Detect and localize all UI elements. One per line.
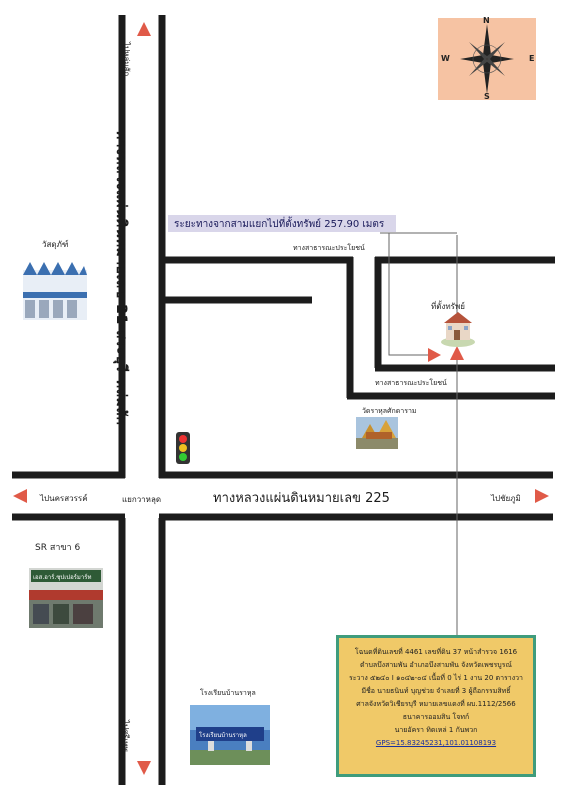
info-line-3: ระวาง ๕๒๔๐ I ๑๐๔๒-๐๔ เนื้อที่ 0 ไร่ 1 งาน 20 ตารางวา	[349, 674, 523, 682]
east-direction-label: ไปชัยภูมิ	[491, 494, 521, 503]
highway-21-label: ทางหลวงแผ่นดินหมายเลข 21 สระบุรี-หล่มสัก	[113, 130, 129, 426]
west-arrow	[13, 489, 27, 503]
school-label: โรงเรียนบ้านราหุล	[200, 689, 256, 697]
sr-branch-label: SR สาขา 6	[35, 543, 81, 553]
east-arrow	[535, 489, 549, 503]
info-line-5: ศาลจังหวัดวิเชียรบุรี หมายเลขแดงที่ ผบ.1112/2566	[356, 700, 516, 708]
property-arrow-right	[428, 348, 441, 362]
property-info-box	[336, 635, 536, 777]
public-road-upper-label: ทางสาธารณะประโยชน์	[293, 244, 365, 252]
highway-225-label: ทางหลวงแผ่นดินหมายเลข 225	[213, 491, 390, 506]
school-sign: โรงเรียนบ้านราหุล	[199, 732, 247, 739]
sr-store-sign: เอส.อาร์.ซุปเปอร์มาร์ท	[33, 574, 92, 581]
distance-label: ระยะทางจากสามแยกไปที่ตั้งทรัพย์ 257.90 เมตร	[174, 219, 385, 230]
junction-label: แยกวาหลุด	[122, 495, 162, 504]
info-line-2: ตำบลบึงสามพัน อำเภอบึงสามพัน จังหวัดเพชรบูรณ์	[360, 661, 512, 669]
info-line-4: มีชื่อ นายธนินท์ บุญช่วย จำเลยที่ 3 ผู้ถือกรรมสิทธิ์	[361, 687, 511, 695]
distance-leader-left	[389, 233, 430, 355]
public-road-lower-label: ทางสาธารณะประโยชน์	[375, 379, 447, 387]
property-label: ที่ตั้งทรัพย์	[431, 302, 465, 311]
gps-coordinates[interactable]: GPS=15.83245231,101.01108193	[375, 739, 497, 747]
info-line-6: ธนาคารออมสิน โจทก์	[402, 713, 470, 721]
compass-west-label: W	[441, 54, 450, 63]
north-direction-label: ไปหล่มสัก	[122, 42, 131, 77]
info-line-1: โฉนดที่ดินเลขที่ 4461 เลขที่ดิน 37 หน้าสำรวจ 1616	[354, 648, 518, 656]
west-direction-label: ไปนครสวรรค์	[40, 494, 88, 503]
shophouse-icon	[23, 262, 87, 320]
south-direction-label: ไปศรีเทพ	[121, 720, 130, 752]
north-arrow	[137, 22, 151, 36]
info-line-7: นายอัครา ทิดเหล่ 1 กันพวก	[394, 726, 478, 734]
temple-label: วัดราหุลศักดาราม	[362, 407, 417, 415]
temple-icon	[356, 417, 398, 449]
compass-east-label: E	[529, 54, 535, 63]
compass-north-label: N	[483, 16, 490, 25]
traffic-light-icon	[176, 432, 190, 464]
compass-rose-icon	[438, 18, 536, 100]
shophouse-label: วัสดุภัฑ์	[42, 240, 69, 249]
property-house-icon	[441, 312, 475, 347]
south-arrow	[137, 761, 151, 775]
property-arrow-up	[450, 346, 464, 360]
compass-south-label: S	[484, 92, 490, 101]
